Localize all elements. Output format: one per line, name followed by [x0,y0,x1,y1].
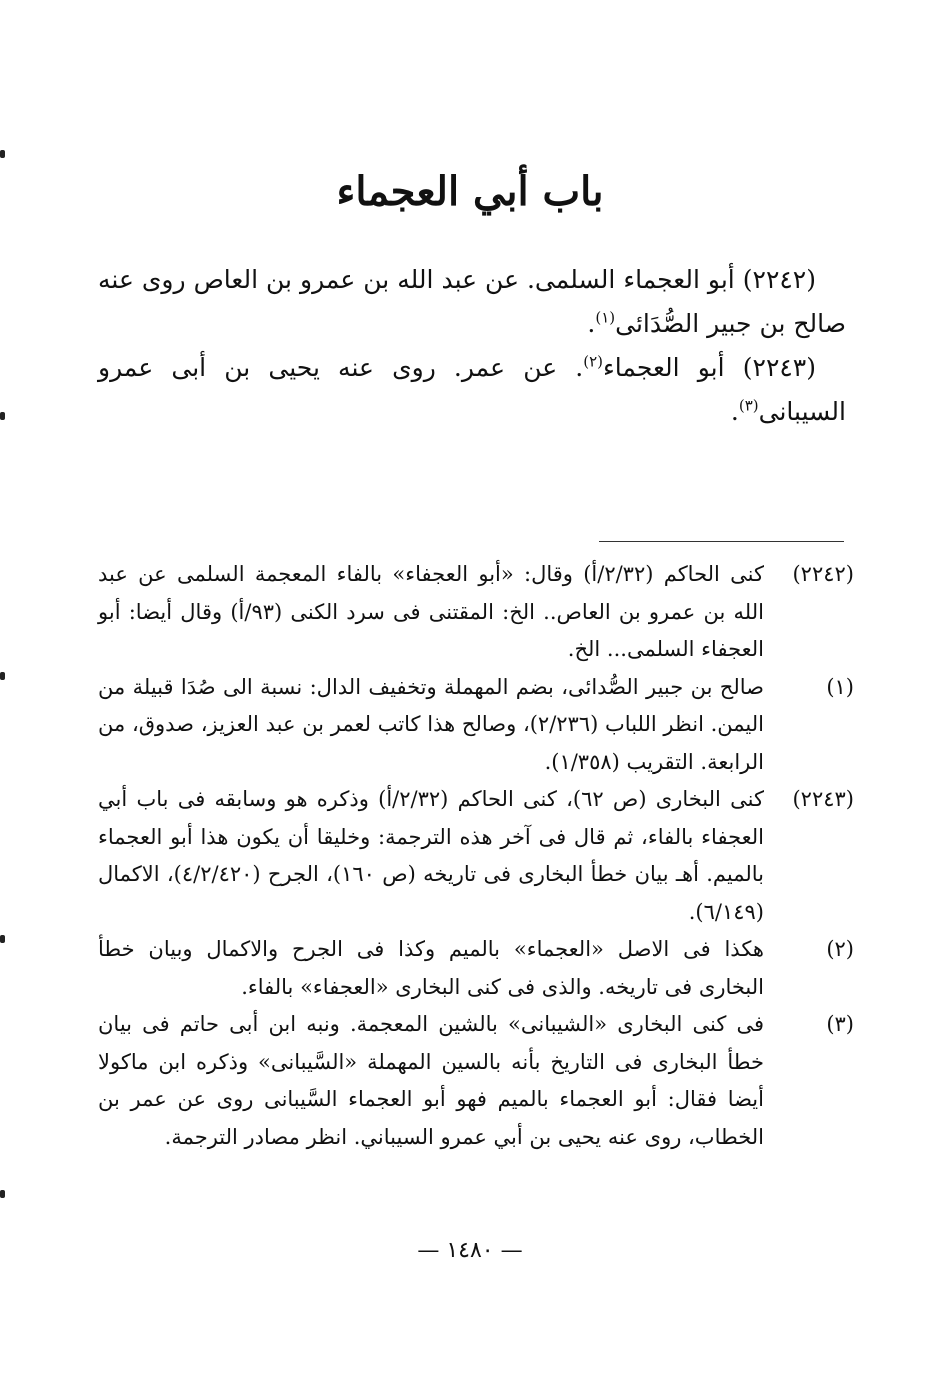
footnote-text: صالح بن جبير الصُّدائى، بضم المهملة وتخفيف الدال: نسبة الى صُدَا قبيلة من اليمن. انظر اللباب (٢/٢٣٦)، وصالح هذا كاتب لعمر بن عبد العزيز، صدوق، من الرابعة. التقريب (١/٣٥٨). [98,674,764,774]
footnote-ref[interactable]: (٣) [738,396,759,415]
page-number: — ١٤٨٠ — [417,1238,523,1263]
scan-edge-mark [0,672,5,680]
chapter-title: باب أبي العجماء [336,168,604,215]
main-entries [98,258,846,434]
entry-number: (٢٢٤٣) [742,353,816,382]
entry-text: أبو العجماء [603,353,725,382]
footnote [98,781,854,931]
footnote [98,931,854,1006]
footnote-divider [599,541,844,542]
entry-end: . [730,397,739,426]
footnote-text: هكذا فى الاصل «العجماء» بالميم وكذا فى الجرح والاكمال وبيان خطأ البخارى فى تاريخه. والذى فى كنى البخارى «العجفاء» بالفاء. [98,937,764,999]
footnote-number: (١) [826,674,854,699]
scan-edge-mark [0,1190,5,1198]
footnote [98,556,854,669]
scan-edge-mark [0,935,5,943]
footnote-number: (٢٢٤٣) [792,787,854,811]
footnote-ref[interactable]: (١) [595,308,616,327]
footnote [98,1006,854,1156]
entry-2243 [98,346,846,434]
entry-end: . [587,309,596,338]
footnote-number: (٢) [826,937,854,961]
footnote-text: كنى البخارى (ص ٦٢)، كنى الحاكم (٢/٣٢/أ) وذكره هو وسابقه فى باب أبي العجفاء بالفاء، ثم قال فى آخر هذه الترجمة: وخليقا أن يكون هذا أبو العجماء بالميم. أهـ بيان خطأ البخارى فى تاريخه (ص ١٦٠)، الجرح (٤/٢/٤٢٠)، الاكمال (٦/١٤٩). [98,787,764,924]
footnote-number: (٢٢٤٢) [792,562,854,586]
footnote-text: فى كنى البخارى «الشيبانى» بالشين المعجمة. ونبه ابن أبى حاتم فى بيان خطأ البخارى فى التاريخ بأنه بالسين المهملة «السَّيبانى» وذكره ابن ماكولا أيضا فقال: أبو العجماء بالميم فهو أبو العجماء السَّيبانى روى عن عمر بن الخطاب، روى عنه يحيى بن أبي عمرو السيباني. انظر مصادر الترجمة. [98,1012,764,1149]
entry-text: أبو العجماء السلمى. عن عبد الله بن عمرو بن العاص روى عنه صالح بن جبير الصُّدَائى [98,265,846,338]
footnote-text: كنى الحاكم (٢/٣٢/أ) وقال: «أبو العجفاء» بالفاء المعجمة السلمى عن عبد الله بن عمرو بن العاص.. الخ: المقتنى فى سرد الكنى (٩٣/أ) وقال أيضا: أبو العجفاء السلمى... الخ. [98,562,764,661]
footnote-number: (٣) [826,1012,854,1036]
entry-number: (٢٢٤٢) [742,265,816,294]
footnote [98,669,854,782]
entry-text: . عن عمر. روى عنه يحيى بن أبى عمرو السيبانى [98,353,846,426]
entry-2242 [98,258,846,346]
footnote-ref[interactable]: (٢) [583,352,604,371]
footnotes [98,556,854,1156]
scan-edge-mark [0,412,5,420]
scan-edge-mark [0,150,5,158]
